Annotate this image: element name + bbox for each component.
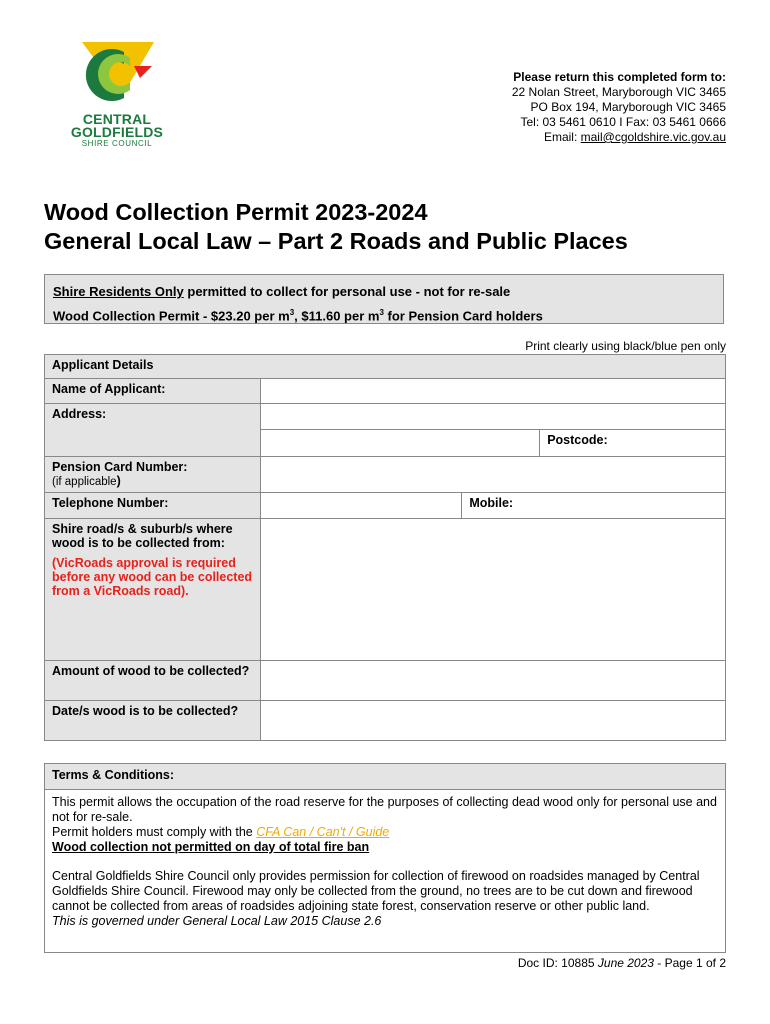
terms-paragraph-collection: Central Goldfields Shire Council only provides permission for collection of firewood on roadsides managed by Central Goldfields Shire Council. Firewood may only be collected from the ground, no trees are to be cut down and firewood cannot be collected from areas of roadsides adjoining state forest, conservation reserve or other public land. [52,869,700,913]
fee-text-3: for Pension Card holders [383,308,543,324]
applicant-form [44,354,726,741]
doc-id: Doc ID: 10885 [517,956,598,970]
title-line-law: General Local Law – Part 2 Roads and Public Places [44,228,628,254]
residents-only-text: Shire Residents Only [53,284,184,299]
doc-footer [518,956,726,970]
cfa-guide-link[interactable]: CFA Can / Can't / Guide [256,825,390,839]
return-title: Please return this completed form to: [513,70,726,84]
applicant-details-heading: Applicant Details [45,355,726,379]
logo-text-goldfields: GOLDFIELDS [70,124,164,140]
address-label: Address: [45,404,261,457]
pension-note: (if applicable [52,476,117,488]
telephone-field[interactable] [260,493,462,519]
email-link[interactable]: mail@cgoldshire.vic.gov.au [580,130,726,144]
terms-box [44,763,726,953]
return-phone-fax: Tel: 03 5461 0610 I Fax: 03 5461 0666 [520,115,726,129]
name-label: Name of Applicant: [45,379,261,404]
council-logo-icon [72,40,162,110]
fee-line [53,302,723,326]
postcode-field[interactable] [540,430,726,457]
residents-line [53,281,723,302]
address-field[interactable] [260,404,725,430]
fee-text-1: Wood Collection Permit - $23.20 per m [53,308,290,324]
terms-governed-clause: This is governed under General Local Law 2015 Clause 2.6 [52,914,382,928]
return-address-street: 22 Nolan Street, Maryborough VIC 3465 [511,85,726,99]
terms-paragraph-permit: This permit allows the occupation of the road reserve for the purposes of collecting dead wood only for personal use and not for re-sale. [52,795,717,824]
dates-field[interactable] [260,701,725,741]
terms-body [45,790,725,934]
return-address-block [512,70,726,145]
postcode-label: Postcode: [547,433,608,447]
name-field[interactable] [260,379,725,404]
logo-text-shire-council: SHIRE COUNCIL [81,139,153,148]
terms-heading: Terms & Conditions: [45,764,725,790]
doc-date: June 2023 [597,956,654,970]
address-field-line-2[interactable] [260,430,539,457]
logo-text-central: CENTRAL [82,111,152,127]
residents-rest-text: permitted to collect for personal use - not for re-sale [183,284,511,299]
cfa-prefix: Permit holders must comply with the [52,825,257,839]
road-label: Shire road/s & suburb/s where wood is to be collected from: [52,522,233,550]
title-line-permit: Wood Collection Permit 2023-2024 [44,199,428,225]
residents-notice-box [44,274,724,324]
pension-note-end: ) [116,474,121,488]
print-note: Print clearly using black/blue pen only [525,339,726,353]
terms-fire-ban: Wood collection not permitted on day of total fire ban [52,840,370,854]
return-address-po-box: PO Box 194, Maryborough VIC 3465 [530,100,726,114]
telephone-label: Telephone Number: [45,493,261,519]
vicroads-note: (VicRoads approval is required before any wood can be collected from a VicRoads road). [52,556,253,598]
mobile-field[interactable] [462,493,726,519]
fee-sup-2: 3 [379,308,384,317]
return-email-line [512,130,726,145]
dates-label: Date/s wood is to be collected? [45,701,261,741]
page-title [44,198,628,256]
terms-paragraph-cfa [52,825,718,840]
mobile-label: Mobile: [469,496,514,510]
road-label-cell [45,519,261,661]
pension-label-cell [45,457,261,493]
email-label: Email: [543,130,581,144]
page-number: - Page 1 of 2 [653,956,726,970]
council-logo [62,40,172,152]
fee-sup-1: 3 [289,308,295,317]
pension-field[interactable] [260,457,725,493]
pension-note-line [52,474,253,488]
road-field[interactable] [260,519,725,661]
fee-text-2: , $11.60 per m [294,308,380,324]
amount-label: Amount of wood to be collected? [45,661,261,701]
amount-field[interactable] [260,661,725,701]
pension-label: Pension Card Number: [52,460,188,474]
